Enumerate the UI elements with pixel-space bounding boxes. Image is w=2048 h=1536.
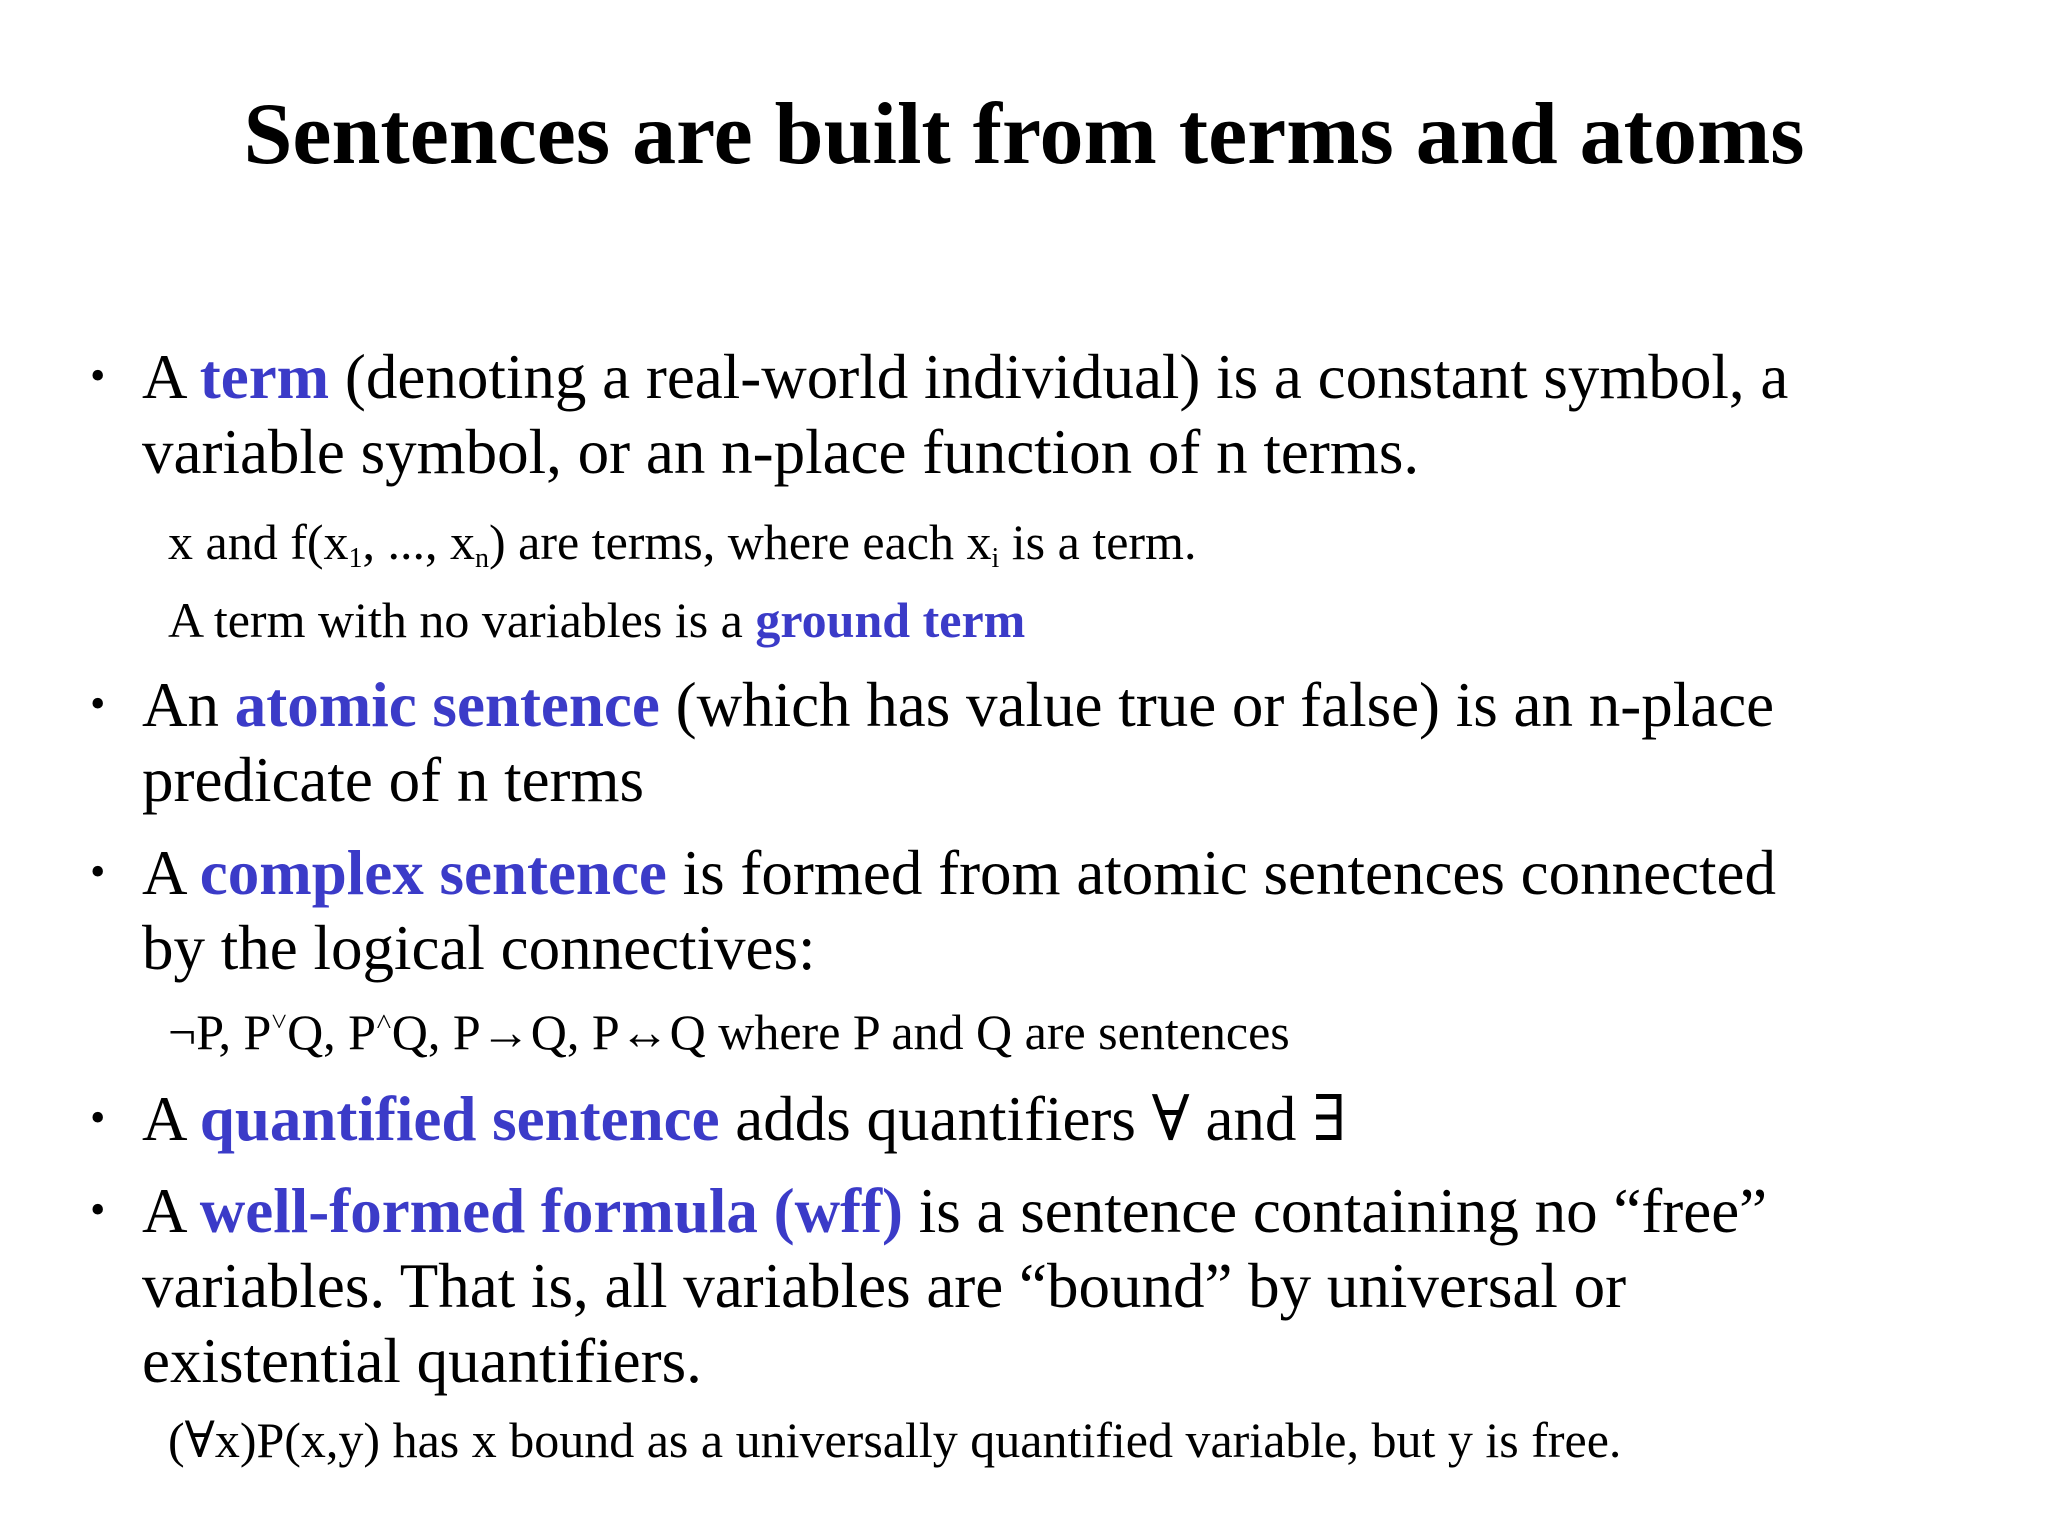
bullet-body bbox=[142, 836, 1776, 986]
bullet-body bbox=[142, 668, 1774, 818]
keyword-wff: well-formed formula (wff) bbox=[199, 1176, 904, 1246]
bullet-line bbox=[142, 340, 1788, 415]
bullet-dot: • bbox=[90, 679, 106, 728]
text-run: Q, P bbox=[287, 1004, 376, 1060]
bullet-line bbox=[142, 1082, 1346, 1157]
bullet-line bbox=[142, 668, 1774, 743]
text-run: (which has value true or false) is an n-place bbox=[659, 670, 1775, 740]
text-run: , ..., x bbox=[362, 514, 475, 570]
bullet-line: by the logical connectives: bbox=[142, 913, 816, 983]
sub-item-term-example bbox=[168, 512, 1196, 572]
text-run: A bbox=[142, 342, 200, 412]
text-run: A bbox=[142, 1084, 200, 1154]
bullet-body bbox=[142, 1082, 1346, 1157]
sub-item-connectives bbox=[168, 1002, 1290, 1062]
text-run: A bbox=[142, 838, 200, 908]
bullet-dot: • bbox=[90, 847, 106, 896]
text-run: adds quantifiers ∀ and ∃ bbox=[719, 1084, 1347, 1154]
and-symbol: ˄ bbox=[376, 1007, 392, 1038]
text-run: (denoting a real-world individual) is a constant symbol, a bbox=[329, 342, 1789, 412]
bullet-line: variables. That is, all variables are “bound” by universal or bbox=[142, 1251, 1627, 1321]
text-run: is formed from atomic sentences connected bbox=[666, 838, 1776, 908]
keyword-atomic-sentence: atomic sentence bbox=[234, 670, 660, 740]
sub-item-ground-term bbox=[168, 590, 1025, 650]
keyword-ground-term: ground term bbox=[755, 592, 1026, 648]
slide-title: Sentences are built from terms and atoms bbox=[243, 86, 1805, 183]
bullet-line bbox=[142, 836, 1776, 911]
keyword-term: term bbox=[199, 342, 330, 412]
bullet-line: predicate of n terms bbox=[142, 745, 645, 815]
subscript: 1 bbox=[348, 543, 363, 574]
bullet-body bbox=[142, 1174, 1767, 1399]
text-run: A bbox=[142, 1176, 200, 1246]
bullet-dot: • bbox=[90, 351, 106, 400]
text-run: A term with no variables is a bbox=[168, 592, 756, 648]
text-run: ¬P, P bbox=[168, 1004, 272, 1060]
bullet-dot: • bbox=[90, 1185, 106, 1234]
bullet-line bbox=[142, 1174, 1767, 1249]
bullet-line: existential quantifiers. bbox=[142, 1326, 702, 1396]
bullet-body bbox=[142, 340, 1788, 490]
bullet-dot: • bbox=[90, 1093, 106, 1142]
text-run: is a sentence containing no “free” bbox=[903, 1176, 1768, 1246]
subscript: n bbox=[475, 543, 489, 574]
keyword-complex-sentence: complex sentence bbox=[199, 838, 667, 908]
text-run: is a term. bbox=[999, 514, 1197, 570]
or-symbol: ˅ bbox=[271, 1007, 288, 1038]
sub-item-free-variable-example: (∀x)P(x,y) has x bound as a universally quantified variable, but y is free. bbox=[168, 1412, 1622, 1468]
text-run: ) are terms, where each x bbox=[489, 514, 992, 570]
text-run: An bbox=[142, 670, 235, 740]
bullet-line: variable symbol, or an n-place function of n terms. bbox=[142, 417, 1420, 487]
keyword-quantified-sentence: quantified sentence bbox=[199, 1084, 720, 1154]
subscript: i bbox=[991, 543, 1000, 574]
text-run: x and f(x bbox=[168, 514, 349, 570]
text-run: Q, P→Q, P↔Q where P and Q are sentences bbox=[391, 1004, 1290, 1060]
